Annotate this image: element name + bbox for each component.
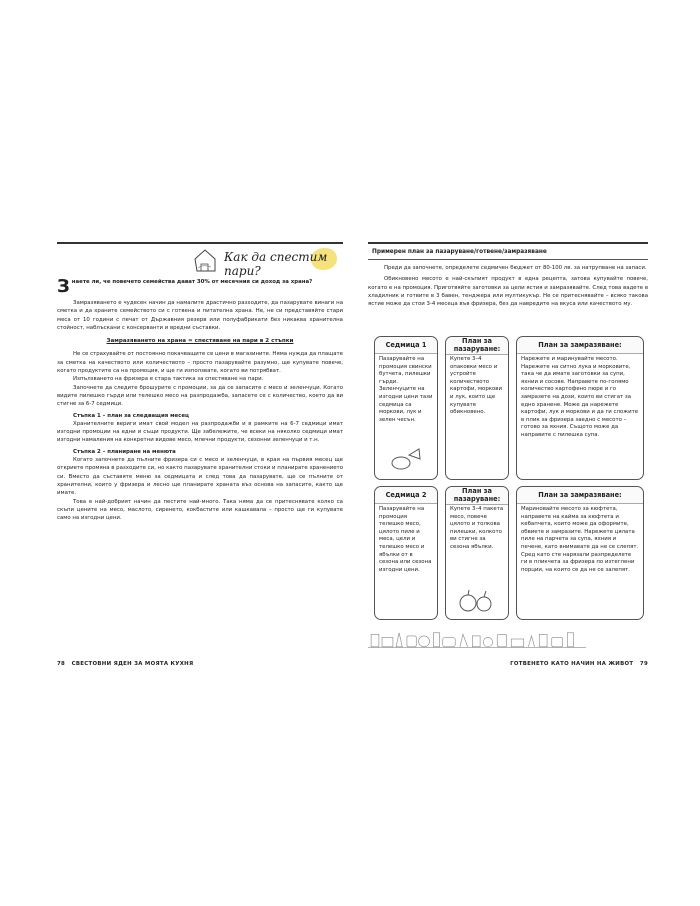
week-2-shopping-cell <box>445 486 509 620</box>
page-number: 78 <box>57 661 66 667</box>
house-icon <box>189 244 223 274</box>
top-rule <box>368 242 648 244</box>
paragraph-1: Преди да започнете, определете седмичен бюджет от 80-100 лв. за натрупване на запаси. <box>384 265 647 271</box>
shopping-plan-text: Купете 3–4 опаковки месо и устройте количеството картофи, моркови и лук, които ще купувате обикновено. <box>450 356 502 416</box>
step-2-text: Когато започнете да пълните фризера си с месо и зеленчуци, в края на първия месец ще откриете промяна в разходите си, но както пазарувате хранителни стоки и планирате хранението си. Вместо да съставяте меню за седмицата и след това да пазарувате, ще се пълните от хранителни, които у фризера и лесно ще планирате храната въз основа на запасите, както ще имате. <box>57 457 343 497</box>
page-number: 79 <box>639 661 648 667</box>
right-intro <box>368 264 648 308</box>
right-page <box>368 242 648 667</box>
step-1-title: Стъпка 1 – план за следващия месец <box>73 412 189 419</box>
left-footer <box>57 661 193 667</box>
week-1-label: Седмица 1 <box>375 337 437 354</box>
title-block <box>189 244 349 278</box>
book-title: СВЕСТОВНИ ЯДЕН ЗА МОЯТА КУХНЯ <box>71 661 194 667</box>
freezing-plan-label: План за замразяване: <box>517 487 643 504</box>
subheading: Замразяването на храна = спестяване на пари в 2 стъпки <box>106 338 294 345</box>
intro-paragraph <box>57 276 343 297</box>
plan-title: Примерен план за пазаруване/готвене/замразяване <box>372 249 547 255</box>
paragraph-4: Започнете да следите брошурите с промоции, за да се запасите с месо и зеленчуци. Когато видите пилешко гърди или телешко месо на разпродажба, запасете се с количество, което да ви стигне за 6-7 седмици. <box>57 384 343 408</box>
step-1-text: Хранителните вериги имат свой модел на разпродажби и в рамките на 6-7 седмици имат изгодни промоции на едни и същи продукти. Ще забележите, че всеки на няколко седмици имат изгодни намаления на конкретни видове месо, млечни продукти, сезонни зеленчуци и т.н. <box>57 420 343 444</box>
shopping-plan-label: План за пазаруване: <box>446 337 508 355</box>
step-2-title: Стъпка 2 – планиране на менюта <box>73 448 176 455</box>
kitchen-items-illustration <box>368 627 586 651</box>
paragraph-3: Изпълзването на фризера е стара тактика за спестяване на пари. <box>73 376 264 383</box>
paragraph-5: Това е най-добрият начин да пестите най-много. Така няма да се притеснявате колко са скъпи цените на месо, маслото, сиренето, кокбастите или кашкавала – просто ще ги купувате само на изгодни цени. <box>57 498 343 522</box>
freezing-plan-text: Мариновайте месото за кюфтета, направете на кайма за кюфтета и кебапчета, които може да оформите, обвиете и замразите. Нарежете цялата пиле на парчета за супа, яхния и печене, катo внимавате да не се слепят. Сред като сте нарязали разпределете ги в пликчета за фризера по изтеглени порции, на които се да не се залепят. <box>521 506 639 573</box>
paragraph-1: Замразяването е чудесен начин да намалите драстично разходите, да пазарувате винаги на сметка и да храните семейството си с готвена и питателна храна. Не, не си представяйте стари меса от 10 години с печат от Държавния резерв или полуфабрикати без никаква хранителна стойност, наблъскани с консерванти и вредни съставки. <box>57 300 343 331</box>
freezing-plan-text: Нарежете и маринувайте месото. Нарежете на ситно лука и морковите, така че да имате заготовки за супи, яхнии и сосове. Направете по-голямо количество картофено пюре и го замразете на дози, които ви стигат за едно хранене. Може да нарежете картофи, лук и моркови и да ги сложите в плик за фризера заедно с месото – готово за яхния. Същото може да направите с пилешка супа. <box>521 356 639 438</box>
week-2-text: Пазарувайте на промоция телешко месо, цялото пиле и меса, цели и телешко месо и ябълки от в сезона или сезона изгодни цени. <box>379 506 432 573</box>
produce-icon <box>456 587 498 615</box>
week-2-label: Седмица 2 <box>375 487 437 504</box>
right-footer <box>510 661 648 667</box>
page-title: Как да спестим пари? <box>224 250 328 278</box>
left-body <box>57 278 343 522</box>
week-2-freezing-cell <box>516 486 644 620</box>
week-2-cell <box>374 486 438 620</box>
paragraph-2: Обикновено месото е най-скъпият продукт в една рецепта, затова купувайте повече, когато е на промоция. Приготвяйте заготовки за цели ястия и замразявайте. След това вадете в хладилник и готвите в 3 бавен, тенджера или мултикукър. Не се притеснявайте – всяко такова ястие може да стои 3-4 месеца във фризера, без да навредите на вкуса или качеството му. <box>368 276 648 308</box>
drop-cap: З <box>57 276 70 297</box>
shopping-plan-label: План за пазаруване: <box>446 487 508 505</box>
book-spread <box>57 242 648 667</box>
title-rule <box>368 259 648 260</box>
meat-icon <box>389 445 423 475</box>
book-title: ГОТВЕНЕТО КАТО НАЧИН НА ЖИВОТ <box>510 661 634 667</box>
week-1-text: Пазарувайте на промоция свински бутчета, пилешки гърди. Зеленчуците на изгодни цени тази седмица са моркови, лук и зелен чесън. <box>379 356 433 423</box>
left-page <box>57 242 343 667</box>
week-1-freezing-cell <box>516 336 644 480</box>
shopping-plan-text: Купете 3–4 пакета месо, повече цялото и толкова пилешки, колкото ви стигне за сезона ябълки. <box>450 506 504 550</box>
week-1-shopping-cell <box>445 336 509 480</box>
paragraph-2: Не се страхувайте от постоянно покачващите се цени в магазините. Няма нужда да плащате за сметка на качеството или количеството – просто пазарувайте разумно, ще купувате повече, когато продуктите са на промоция, и ще ги използвате, когато ви потрябват. <box>57 351 343 375</box>
freezing-plan-label: План за замразяване: <box>517 337 643 354</box>
intro-text: наете ли, че повечето семейства дават 30% от месечния си доход за храна? <box>71 279 313 285</box>
week-1-cell <box>374 336 438 480</box>
